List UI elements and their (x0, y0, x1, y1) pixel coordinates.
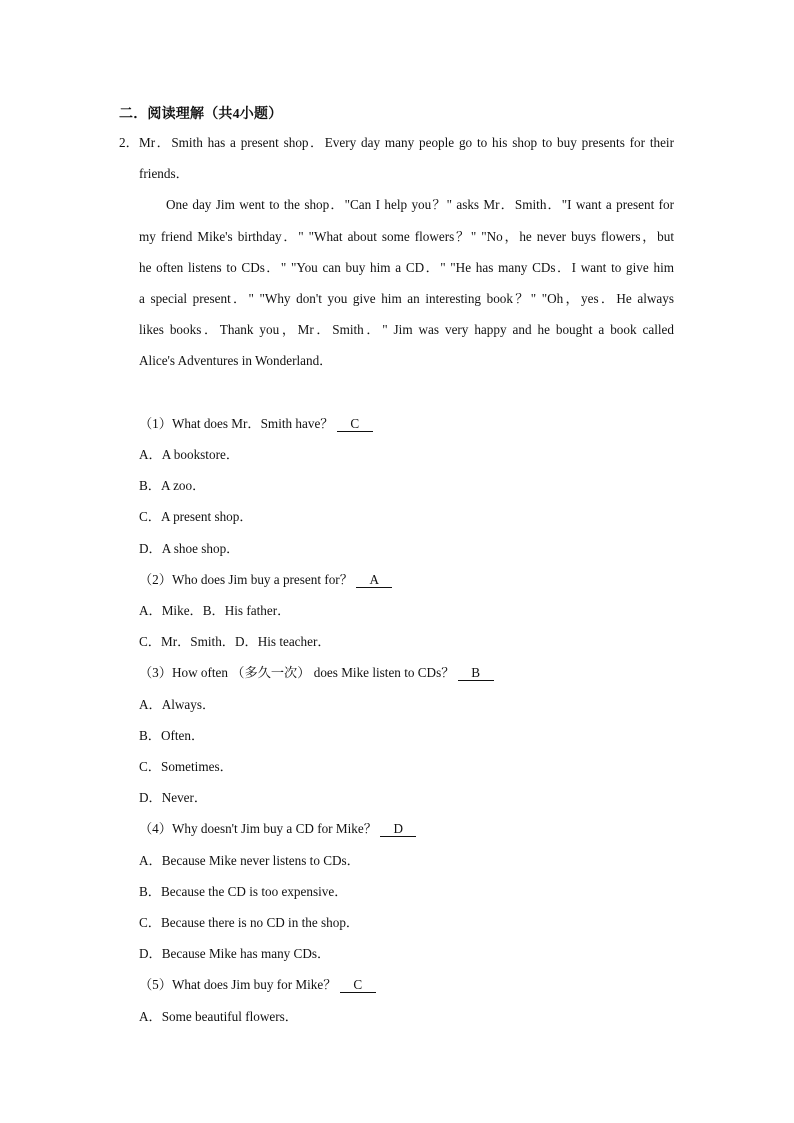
question-stem: （4）Why doesn't Jim buy a CD for Mike？ D (139, 820, 416, 838)
option: C．Sometimes． (139, 759, 233, 774)
option: C．Because there is no CD in the shop． (139, 915, 360, 930)
option: D．A shoe shop． (139, 541, 240, 556)
option: B．Because the CD is too expensive． (139, 884, 348, 899)
question-stem: （2）Who does Jim buy a present for？ A (139, 571, 392, 589)
passage-line: he often listens to CDs．" "You can buy him a CD．" "He has many CDs．I want to give him (139, 260, 674, 275)
option: A．Always． (139, 697, 216, 712)
option: A．Some beautiful flowers． (139, 1009, 298, 1024)
option: A．Mike．B．His father． (139, 603, 291, 618)
answer-blank: D (380, 822, 416, 837)
passage-line: likes books．Thank you，Mr．Smith．" Jim was very happy and he bought a book called (139, 322, 674, 337)
option: A．Because Mike never listens to CDs． (139, 853, 360, 868)
passage-line: One day Jim went to the shop．"Can I help you？" asks Mr．Smith．"I want a present for (166, 197, 674, 212)
option: B．Often． (139, 728, 205, 743)
option: D．Because Mike has many CDs． (139, 946, 331, 961)
question-stem: （5）What does Jim buy for Mike？ C (139, 976, 376, 994)
question-stem: （1）What does Mr．Smith have？ C (139, 415, 373, 433)
answer-blank: B (458, 666, 494, 681)
option: A．A bookstore． (139, 447, 240, 462)
answer-blank: A (356, 573, 392, 588)
passage-line: friends． (139, 166, 189, 181)
option: C．Mr．Smith．D．His teacher． (139, 634, 331, 649)
answer-blank: C (337, 417, 373, 432)
option: C．A present shop． (139, 509, 253, 524)
passage-line: my friend Mike's birthday．" "What about some flowers？" "No，he never buys flowers，but (139, 229, 674, 244)
passage-line: Mr．Smith has a present shop．Every day many people go to his shop to buy presents for their (139, 135, 674, 150)
passage-line: Alice's Adventures in Wonderland． (139, 353, 333, 368)
option: B．A zoo． (139, 478, 206, 493)
answer-blank: C (340, 978, 376, 993)
question-number: 2． (119, 135, 139, 150)
question-stem: （3）How often （多久一次） does Mike listen to CDs？ B (139, 664, 494, 682)
passage-line: a special present．" "Why don't you give him an interesting book？" "Oh，yes．He always (139, 291, 674, 306)
section-title: 二．阅读理解（共4小题） (119, 107, 283, 122)
option: D．Never． (139, 790, 208, 805)
